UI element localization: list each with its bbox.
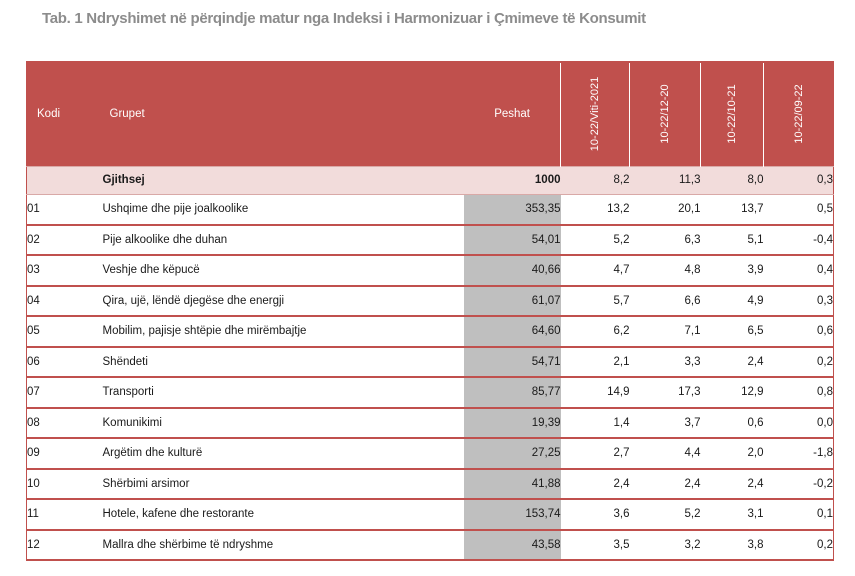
row-value: 0,3 [764,286,834,317]
row-grupet: Argëtim dhe kulturë [103,438,464,469]
row-value: 2,0 [701,438,764,469]
row-value: 2,4 [701,347,764,378]
header-period-4: 10-22/09-22 [764,62,834,166]
header-kodi: Kodi [27,62,103,166]
row-value: 3,8 [701,530,764,561]
total-weight: 1000 [464,166,561,194]
row-weight: 19,39 [464,408,561,439]
row-value: 3,9 [701,255,764,286]
row-kodi: 08 [27,408,103,439]
row-value: 1,4 [561,408,630,439]
row-weight: 54,01 [464,225,561,256]
row-value: 3,5 [561,530,630,561]
row-value: 0,2 [764,530,834,561]
row-value: 7,1 [630,316,701,347]
row-grupet: Komunikimi [103,408,464,439]
total-value: 11,3 [630,166,701,194]
row-value: -0,2 [764,469,834,500]
row-value: 0,1 [764,499,834,530]
row-grupet: Shërbimi arsimor [103,469,464,500]
row-value: 14,9 [561,377,630,408]
row-grupet: Transporti [103,377,464,408]
row-value: 13,7 [701,194,764,225]
row-value: 20,1 [630,194,701,225]
table-row [27,316,834,347]
table-row [27,194,834,225]
row-kodi: 10 [27,469,103,500]
row-value: 6,5 [701,316,764,347]
total-value: 8,0 [701,166,764,194]
header-period-2: 10-22/12-20 [630,62,701,166]
row-kodi: 07 [27,377,103,408]
row-value: -1,8 [764,438,834,469]
row-value: 0,5 [764,194,834,225]
table-row [27,438,834,469]
table-title: Tab. 1 Ndryshimet në përqindje matur nga Indeksi i Harmonizuar i Çmimeve të Konsumit [42,10,646,27]
row-value: 2,7 [561,438,630,469]
row-grupet: Shëndeti [103,347,464,378]
row-value: 0,0 [764,408,834,439]
row-weight: 41,88 [464,469,561,500]
row-value: 6,3 [630,225,701,256]
header-grupet: Grupet [103,62,464,166]
table-row [27,225,834,256]
header-period-1: 10-22/Viti-2021 [561,62,630,166]
header-period-3: 10-22/10-21 [701,62,764,166]
total-value: 0,3 [764,166,834,194]
table-row [27,255,834,286]
row-value: 3,3 [630,347,701,378]
header-peshat: Peshat [464,62,561,166]
row-weight: 61,07 [464,286,561,317]
row-value: 13,2 [561,194,630,225]
row-weight: 27,25 [464,438,561,469]
row-value: 2,4 [630,469,701,500]
row-value: 4,4 [630,438,701,469]
row-weight: 153,74 [464,499,561,530]
row-kodi: 12 [27,530,103,561]
row-grupet: Pije alkoolike dhe duhan [103,225,464,256]
row-weight: 353,35 [464,194,561,225]
row-value: -0,4 [764,225,834,256]
hicp-table [26,61,834,561]
row-grupet: Qira, ujë, lëndë djegëse dhe energji [103,286,464,317]
row-value: 0,2 [764,347,834,378]
row-weight: 43,58 [464,530,561,561]
total-row [27,166,834,194]
table-row [27,408,834,439]
table-row [27,499,834,530]
row-value: 3,2 [630,530,701,561]
row-kodi: 11 [27,499,103,530]
row-value: 4,7 [561,255,630,286]
row-value: 0,8 [764,377,834,408]
row-value: 2,4 [561,469,630,500]
row-value: 17,3 [630,377,701,408]
row-value: 2,4 [701,469,764,500]
row-weight: 85,77 [464,377,561,408]
table-row [27,286,834,317]
row-weight: 64,60 [464,316,561,347]
row-weight: 54,71 [464,347,561,378]
row-value: 3,1 [701,499,764,530]
row-weight: 40,66 [464,255,561,286]
row-value: 4,8 [630,255,701,286]
row-value: 6,2 [561,316,630,347]
total-label: Gjithsej [103,166,464,194]
row-kodi: 01 [27,194,103,225]
row-value: 0,4 [764,255,834,286]
header-row [27,62,834,166]
row-value: 6,6 [630,286,701,317]
row-value: 12,9 [701,377,764,408]
row-value: 0,6 [764,316,834,347]
row-kodi: 04 [27,286,103,317]
row-value: 4,9 [701,286,764,317]
row-value: 5,1 [701,225,764,256]
row-kodi: 06 [27,347,103,378]
row-grupet: Hotele, kafene dhe restorante [103,499,464,530]
row-value: 5,2 [561,225,630,256]
row-kodi: 05 [27,316,103,347]
row-kodi: 02 [27,225,103,256]
row-value: 0,6 [701,408,764,439]
row-value: 2,1 [561,347,630,378]
table-row [27,377,834,408]
row-grupet: Ushqime dhe pije joalkoolike [103,194,464,225]
row-value: 3,6 [561,499,630,530]
table-row [27,347,834,378]
row-grupet: Veshje dhe këpucë [103,255,464,286]
row-kodi: 09 [27,438,103,469]
total-kodi [27,166,103,194]
row-grupet: Mobilim, pajisje shtëpie dhe mirëmbajtje [103,316,464,347]
row-value: 5,7 [561,286,630,317]
row-grupet: Mallra dhe shërbime të ndryshme [103,530,464,561]
table-row [27,530,834,561]
row-value: 5,2 [630,499,701,530]
table-row [27,469,834,500]
row-value: 3,7 [630,408,701,439]
row-kodi: 03 [27,255,103,286]
total-value: 8,2 [561,166,630,194]
